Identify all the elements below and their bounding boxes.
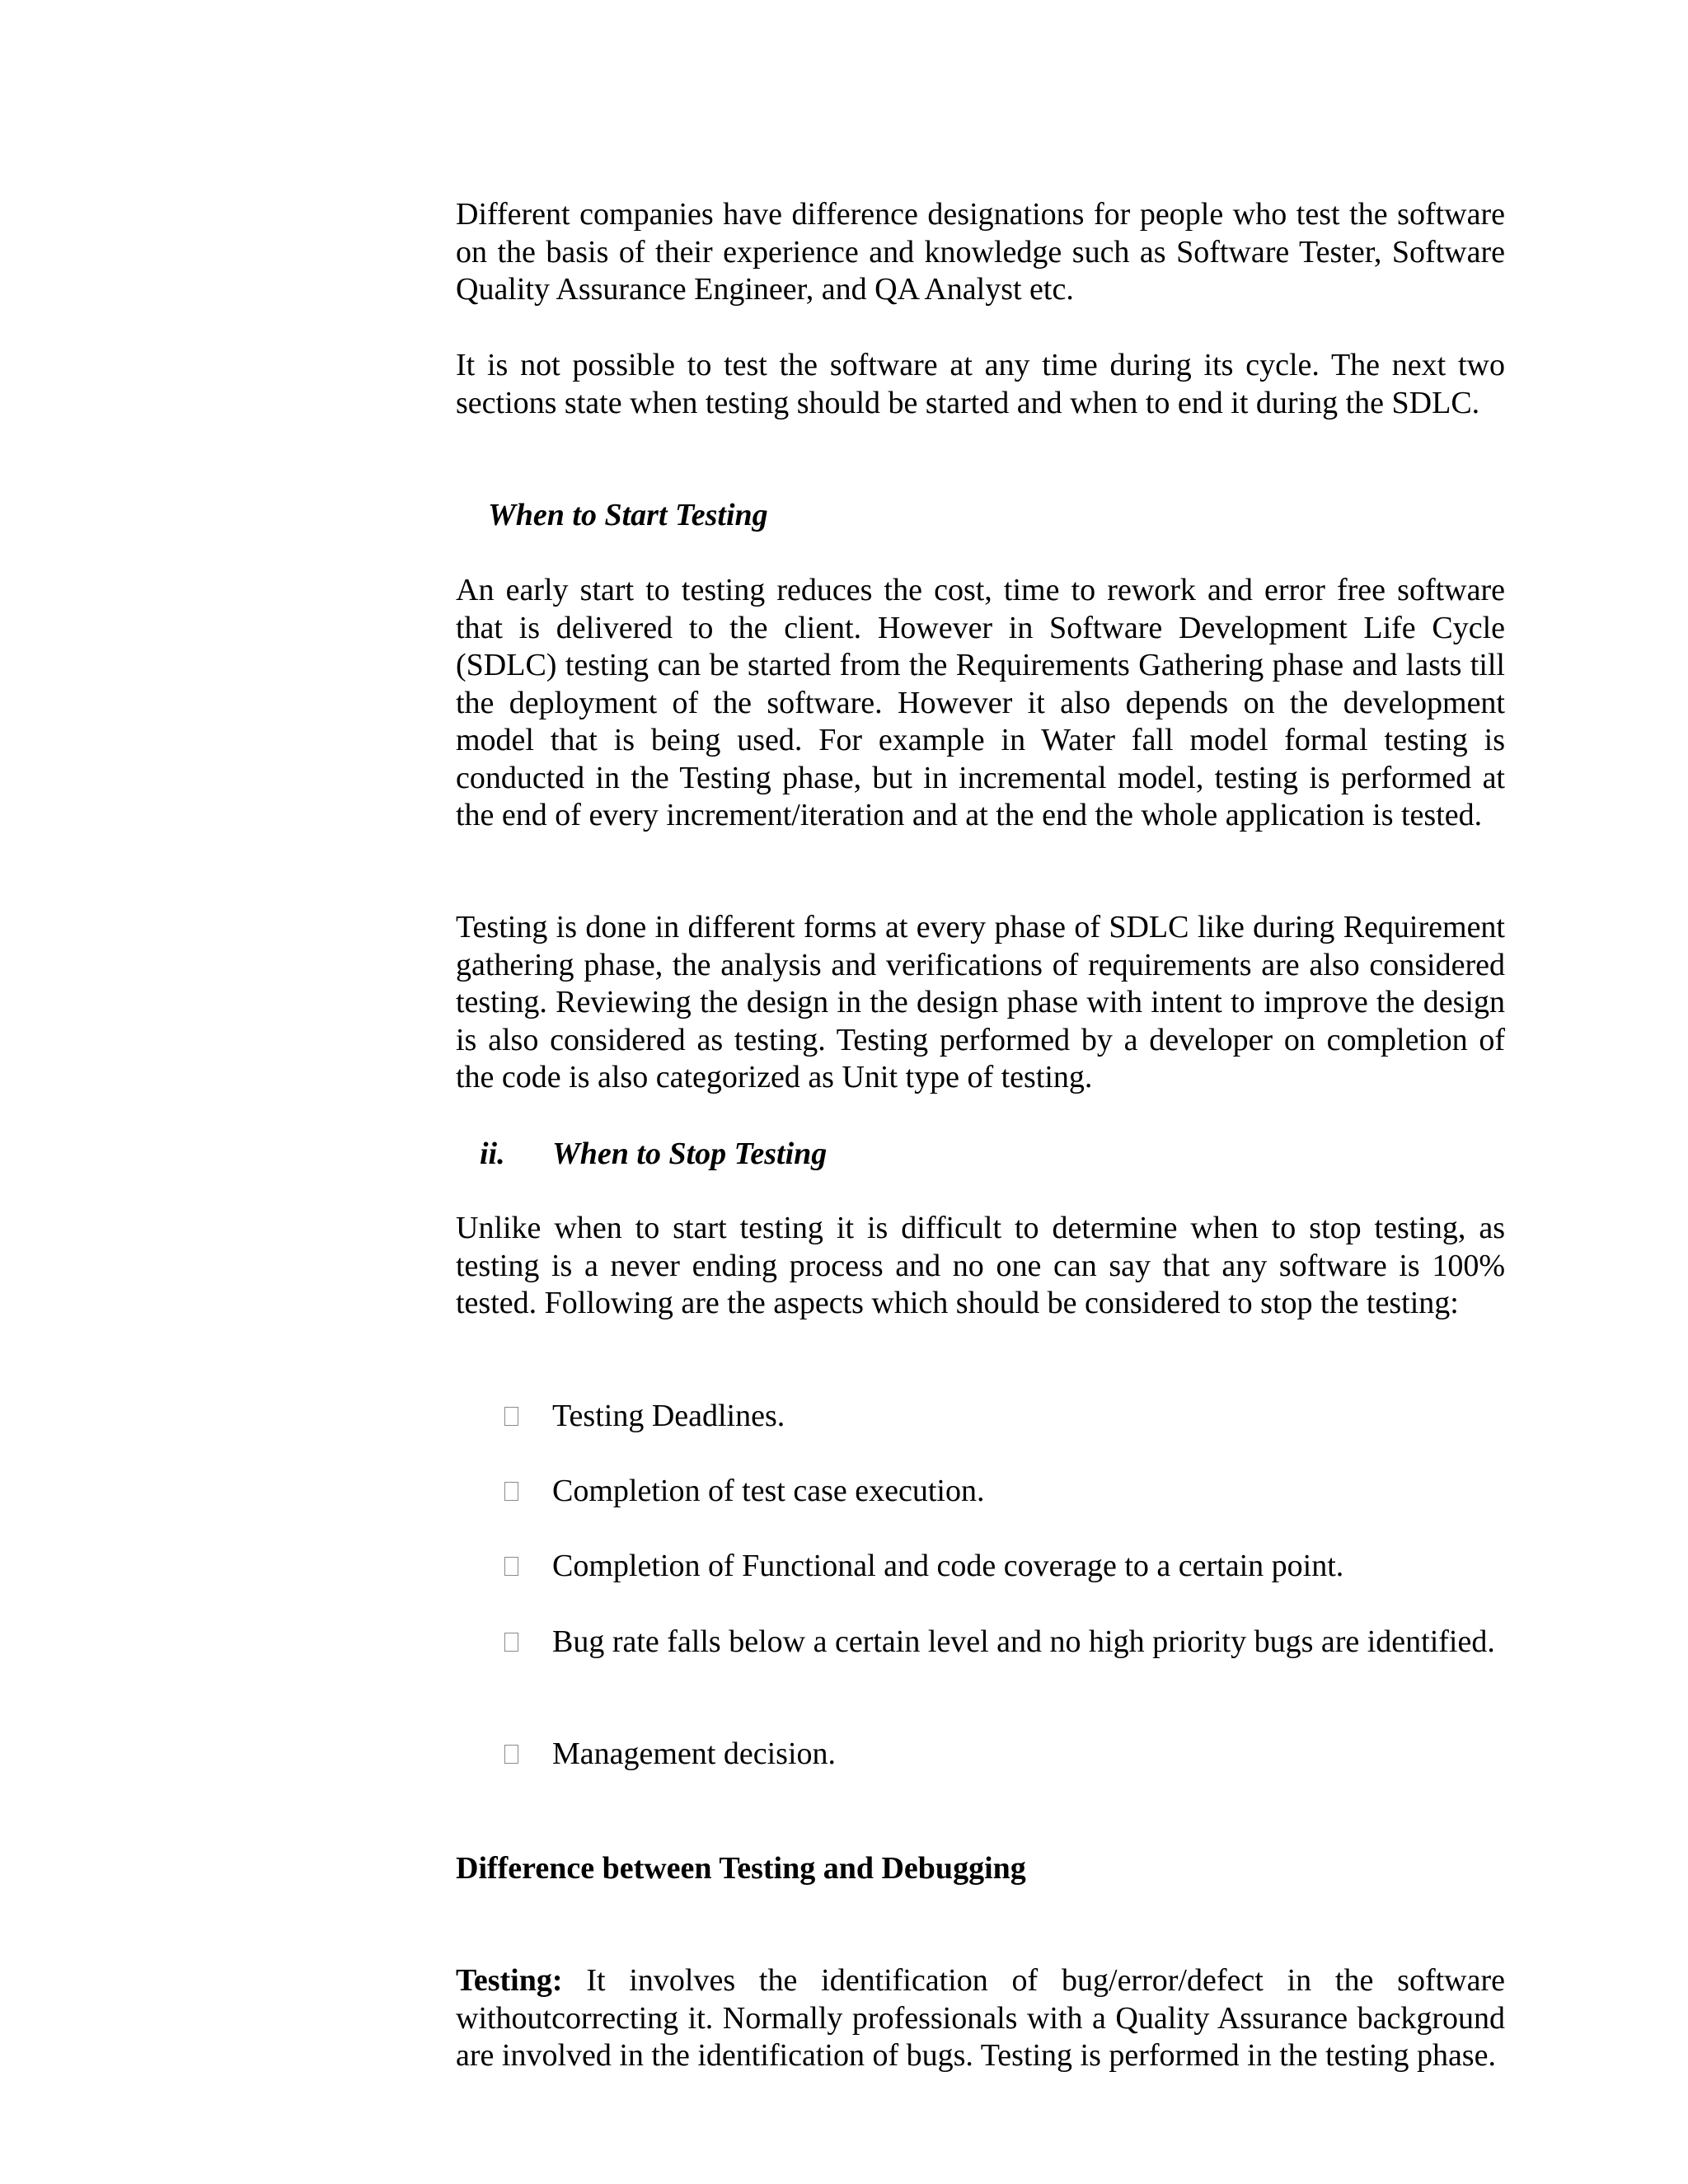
heading-when-to-stop-testing: When to Stop Testing xyxy=(552,1137,828,1171)
list-item-text: Completion of test case execution. xyxy=(552,1474,985,1508)
paragraph-stop-testing: Unlike when to start testing it is difficult to determine when to stop testing, as testing is a never ending process and no one can say that any software is 100% tested. Following are the aspects which should be considered to stop the testing: xyxy=(456,1211,1505,1320)
list-item-text: Bug rate falls below a certain level and no high priority bugs are identified. xyxy=(552,1624,1495,1659)
heading-numeral-ii: ii. xyxy=(480,1137,505,1171)
bullet-box-icon xyxy=(504,1482,518,1501)
bullet-box-icon xyxy=(504,1745,518,1764)
list-item-text: Completion of Functional and code coverage to a certain point. xyxy=(552,1549,1344,1583)
testing-term: Testing: xyxy=(456,1963,563,1998)
paragraph-early-start: An early start to testing reduces the cost, time to rework and error free software that is delivered to the client. However in Software Development Life Cycle (SDLC) testing can be started from the Requirements Gathering phase and lasts till the deployment of the software. However it also depends on the development model that is being used. For example in Water fall model formal testing is conducted in the Testing phase, but in incremental model, testing is performed at the end of every increment/iteration and at the end the whole application is tested. xyxy=(456,573,1505,832)
bullet-box-icon xyxy=(504,1633,518,1652)
heading-when-to-start-testing: When to Start Testing xyxy=(488,498,768,532)
paragraph-testing-forms: Testing is done in different forms at every phase of SDLC like during Requirement gathering phase, the analysis and verifications of requirements are also considered testing. Reviewing the design in the design phase with intent to improve the design is also considered as testing. Testing performed by a developer on completion of the code is also categorized as Unit type of testing. xyxy=(456,910,1505,1094)
paragraph-designations: Different companies have difference designations for people who test the software on the basis of their experience and knowledge such as Software Tester, Software Quality Assurance Engineer, and QA Analyst etc. xyxy=(456,197,1505,307)
heading-difference-testing-debugging: Difference between Testing and Debugging xyxy=(456,1851,1026,1886)
list-item-text: Management decision. xyxy=(552,1736,837,1771)
paragraph-testing-cycle: It is not possible to test the software at any time during its cycle. The next two sections state when testing should be started and when to end it during the SDLC. xyxy=(456,348,1505,420)
testing-definition-text: It involves the identification of bug/error/defect in the software withoutcorrecting it. Normally professionals with a Quality Assurance background are involved in the identification of bugs. Testing is performed in the testing phase. xyxy=(456,1963,1505,2073)
bullet-box-icon xyxy=(504,1407,518,1426)
bullet-box-icon xyxy=(504,1557,518,1576)
paragraph-testing-definition xyxy=(456,1962,1505,2075)
list-item-text: Testing Deadlines. xyxy=(552,1399,785,1433)
